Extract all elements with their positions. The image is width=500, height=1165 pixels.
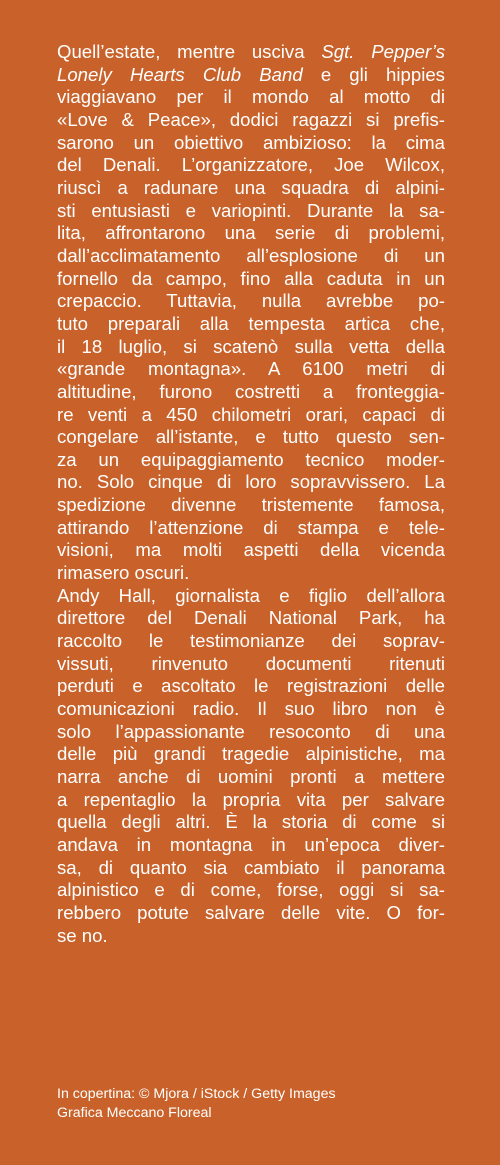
text-line: perduti e ascoltato le registrazioni delle: [57, 675, 445, 697]
text-line: andava in montagna in un’epoca diver-: [57, 833, 445, 855]
text-line: congelare all’istante, e tutto questo sen-: [57, 426, 445, 448]
text-line: sti entusiasti e variopinti. Durante la sa-: [57, 199, 445, 221]
text-line: raccolto le testimonianze dei soprav-: [57, 630, 445, 652]
text-line: no. Solo cinque di loro sopravvissero. La: [57, 471, 445, 493]
text-line: rebbero potute salvare delle vite. O for-: [57, 901, 445, 923]
text-line: rimasero oscuri.: [57, 562, 190, 584]
text-line: viaggiavano per il mondo al motto di: [57, 86, 445, 108]
text-line: alpinistico e di come, forse, oggi si sa-: [57, 879, 445, 901]
text-line: «grande montagna». A 6100 metri di: [57, 358, 445, 380]
text-line: spedizione divenne tristemente famosa,: [57, 494, 445, 516]
text-line: a repentaglio la propria vita per salvare: [57, 788, 445, 810]
text-line: [57, 64, 445, 87]
text-line: comunicazioni radio. Il suo libro non è: [57, 698, 445, 720]
text-line: crepaccio. Tuttavia, nulla avrebbe po-: [57, 290, 445, 312]
album-title: Lonely Hearts Club Band: [57, 63, 303, 85]
text-line: lita, affrontarono una serie di problemi,: [57, 222, 445, 244]
text-line: [57, 41, 445, 64]
blurb-paragraph-1: [57, 41, 445, 585]
back-cover-blurb: [57, 41, 445, 947]
text-line: narra anche di uomini pronti a mettere: [57, 766, 445, 787]
text-line: attirando l’attenzione di stampa e tele-: [57, 516, 445, 538]
design-credit: Grafica Meccano Floreal: [57, 1105, 212, 1121]
text-line: sa, di quanto sia cambiato il panorama: [57, 856, 445, 878]
text-line: «Love & Peace», dodici ragazzi si prefis-: [57, 108, 445, 130]
text-fragment: e gli hippies: [302, 63, 445, 85]
text-line: altitudine, furono costretti a fronteggia-: [57, 380, 445, 402]
cover-credit: In copertina: © Mjora / iStock / Getty Images: [57, 1086, 336, 1102]
text-line: fornello da campo, fino alla caduta in un: [57, 267, 445, 289]
blurb-paragraph-2: [57, 585, 445, 948]
text-line: se no.: [57, 924, 108, 946]
album-title: Sgt. Pepper’s: [321, 41, 445, 62]
text-line: quella degli altri. È la storia di come si: [57, 811, 445, 833]
text-line: re venti a 450 chilometri orari, capaci di: [57, 403, 445, 425]
text-line: sarono un obiettivo ambizioso: la cima: [57, 131, 445, 153]
text-line: visioni, ma molti aspetti della vicenda: [57, 539, 445, 561]
text-line: riuscì a radunare una squadra di alpini-: [57, 176, 445, 198]
text-line: del Denali. L’organizzatore, Joe Wilcox,: [57, 154, 445, 176]
text-line: il 18 luglio, si scatenò sulla vetta della: [57, 335, 445, 357]
text-line: za un equipaggiamento tecnico moder-: [57, 448, 445, 470]
text-line: direttore del Denali National Park, ha: [57, 607, 445, 629]
text-line: tuto preparali alla tempesta artica che,: [57, 312, 445, 334]
text-line: delle più grandi tragedie alpinistiche, ma: [57, 743, 445, 765]
text-line: Andy Hall, giornalista e figlio dell’allora: [57, 584, 445, 606]
text-line: solo l’appassionante resoconto di una: [57, 720, 445, 742]
credits: [57, 1085, 336, 1123]
text-line: vissuti, rinvenuto documenti ritenuti: [57, 652, 445, 674]
text-line: dall’acclimatamento all’esplosione di un: [57, 244, 445, 266]
text-fragment: Quell’estate, mentre usciva: [57, 41, 322, 62]
